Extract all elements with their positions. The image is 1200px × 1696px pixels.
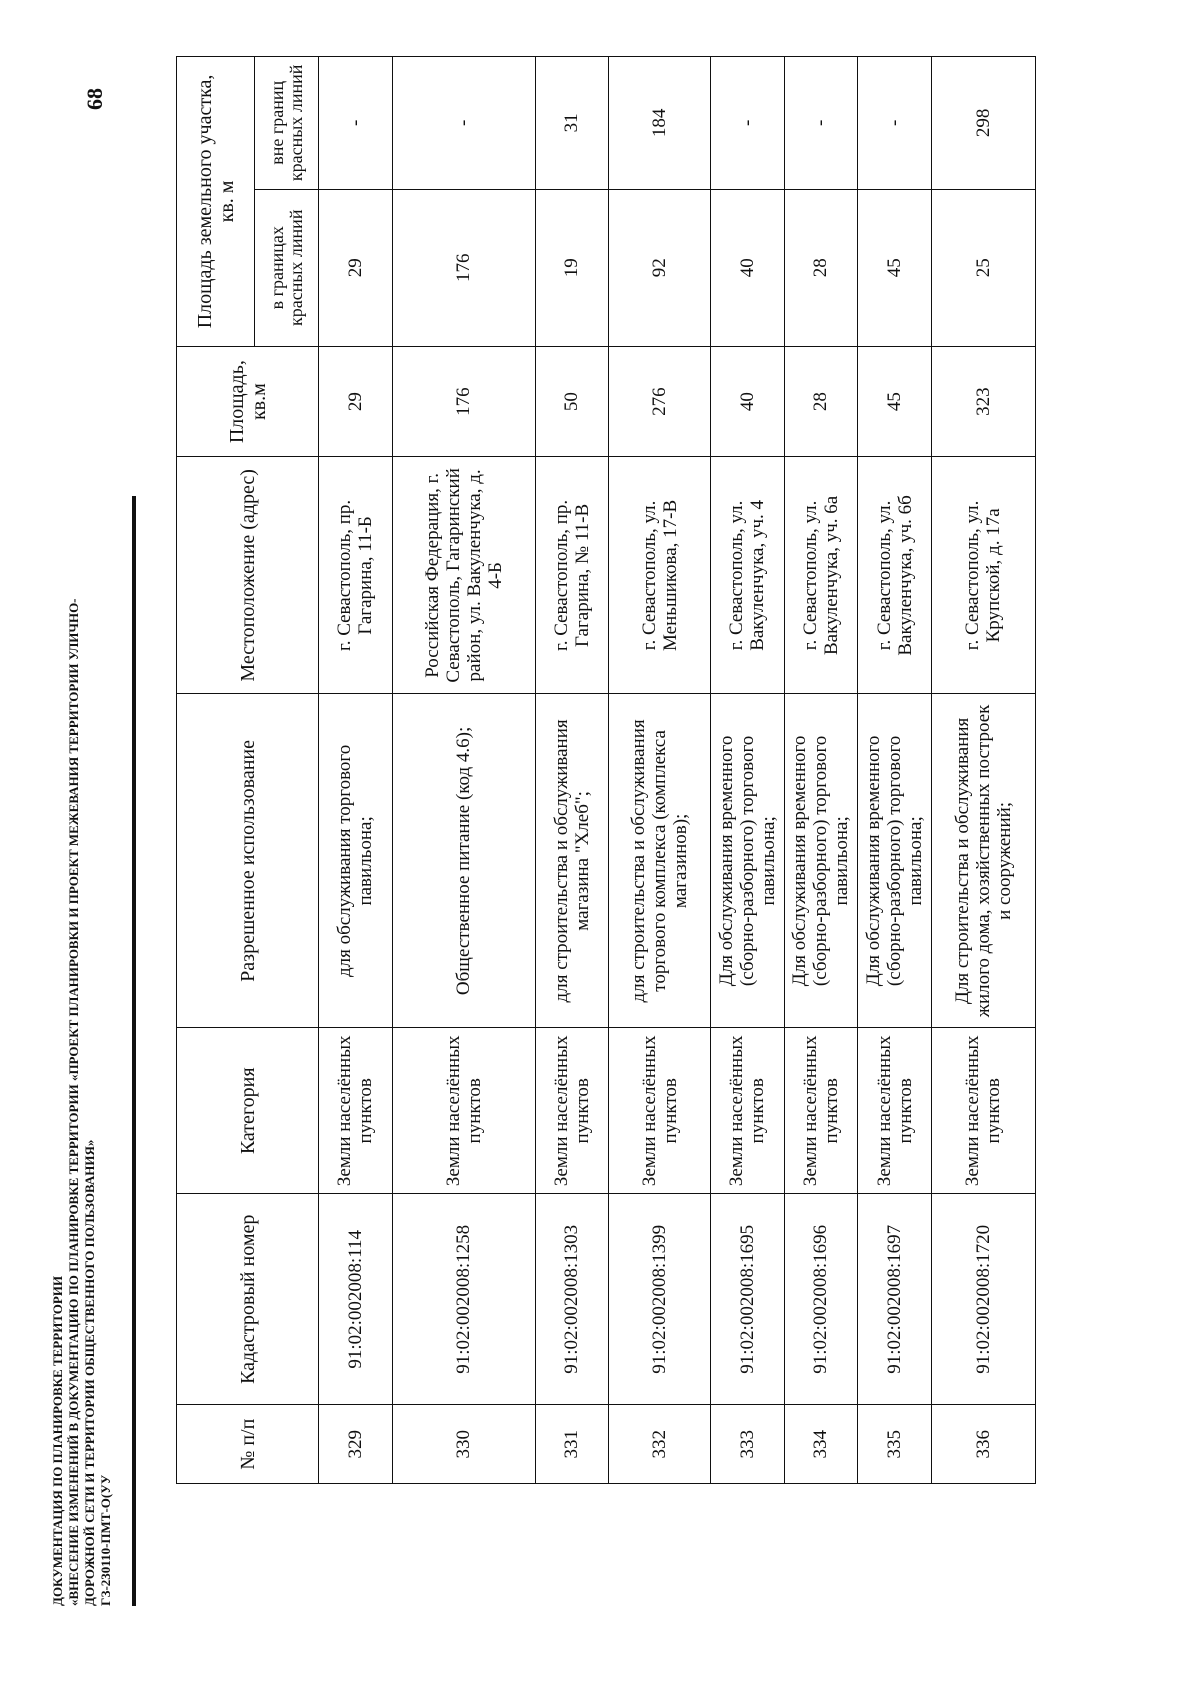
cell-category: Земли населённых пунктов	[535, 1028, 609, 1194]
table-row	[392, 57, 535, 1484]
cell-num: 329	[319, 1405, 393, 1484]
table-row	[931, 57, 1035, 1484]
cell-inside: 28	[784, 189, 858, 346]
cell-location: г. Севастополь, пр. Гагарина, № 11-В	[535, 457, 609, 694]
header-line: ГЗ-230110-ПМТ-О(УУ	[98, 1474, 113, 1606]
page-number: 68	[82, 88, 107, 110]
header-inside: в границах красных линий	[255, 189, 319, 346]
table-body	[319, 57, 1036, 1484]
cell-use: для строительства и обслуживания торгового комплекса (комплекса магазинов);	[609, 694, 711, 1028]
cell-category: Земли населённых пунктов	[858, 1028, 932, 1194]
cell-num: 334	[784, 1405, 858, 1484]
cell-inside: 29	[319, 189, 393, 346]
cell-location: г. Севастополь, ул. Вакуленчука, уч. 4	[711, 457, 785, 694]
cell-area: 45	[858, 346, 932, 457]
cell-inside: 25	[931, 189, 1035, 346]
cell-use: Для строительства и обслуживания жилого дома, хозяйственных построек и сооружений;	[931, 694, 1035, 1028]
header-line: «ВНЕСЕНИЕ ИЗМЕНЕНИЙ В ДОКУМЕНТАЦИЮ ПО ПЛАНИРОВКЕ ТЕРРИТОРИИ «ПРОЕКТ ПЛАНИРОВКИ И ПРОЕКТ МЕЖЕВАНИЯ ТЕРРИТОРИИ УЛИЧНО-	[66, 598, 81, 1606]
cell-outside: 31	[535, 57, 609, 190]
header-outside: вне границ красных линий	[255, 57, 319, 190]
header-location: Местоположение (адрес)	[177, 457, 319, 694]
table-row	[319, 57, 393, 1484]
cell-category: Земли населённых пунктов	[931, 1028, 1035, 1194]
table-row	[858, 57, 932, 1484]
cell-area: 176	[392, 346, 535, 457]
cell-inside: 19	[535, 189, 609, 346]
cell-use: Для обслуживания временного (сборно-разборного) торгового павильона;	[858, 694, 932, 1028]
cell-location: г. Севастополь, ул. Меньшикова, 17-В	[609, 457, 711, 694]
cell-outside: -	[711, 57, 785, 190]
cell-outside: -	[319, 57, 393, 190]
cell-area: 50	[535, 346, 609, 457]
cell-outside: -	[392, 57, 535, 190]
cell-category: Земли населённых пунктов	[609, 1028, 711, 1194]
table-row	[784, 57, 858, 1484]
cell-inside: 92	[609, 189, 711, 346]
cell-category: Земли населённых пунктов	[392, 1028, 535, 1194]
cell-use: Для обслуживания временного (сборно-разборного) торгового павильона;	[711, 694, 785, 1028]
header-plot-area: Площадь земельного участка, кв. м	[177, 57, 255, 347]
header-cadastral: Кадастровый номер	[177, 1194, 319, 1405]
cell-num: 330	[392, 1405, 535, 1484]
cell-outside: 298	[931, 57, 1035, 190]
cell-num: 333	[711, 1405, 785, 1484]
cell-cadastral: 91:02:002008:1258	[392, 1194, 535, 1405]
cell-num: 332	[609, 1405, 711, 1484]
table-row	[609, 57, 711, 1484]
cell-area: 29	[319, 346, 393, 457]
cell-location: г. Севастополь, ул. Крупской, д. 17а	[931, 457, 1035, 694]
cell-outside: -	[784, 57, 858, 190]
land-plots-table	[176, 56, 1036, 1484]
header-category: Категория	[177, 1028, 319, 1194]
cell-use: для обслуживания торгового павильона;	[319, 694, 393, 1028]
cell-area: 276	[609, 346, 711, 457]
header-divider	[132, 496, 136, 1606]
header-num: № п/п	[177, 1405, 319, 1484]
cell-cadastral: 91:02:002008:114	[319, 1194, 393, 1405]
cell-outside: 184	[609, 57, 711, 190]
cell-area: 28	[784, 346, 858, 457]
cell-category: Земли населённых пунктов	[784, 1028, 858, 1194]
cell-cadastral: 91:02:002008:1303	[535, 1194, 609, 1405]
cell-cadastral: 91:02:002008:1399	[609, 1194, 711, 1405]
cell-use: Общественное питание (код 4.6);	[392, 694, 535, 1028]
cell-area: 40	[711, 346, 785, 457]
cell-location: Российская Федерация, г. Севастополь, Гагаринский район, ул. Вакуленчука, д. 4-Б	[392, 457, 535, 694]
cell-cadastral: 91:02:002008:1697	[858, 1194, 932, 1405]
cell-category: Земли населённых пунктов	[319, 1028, 393, 1194]
cell-area: 323	[931, 346, 1035, 457]
cell-inside: 176	[392, 189, 535, 346]
cell-cadastral: 91:02:002008:1695	[711, 1194, 785, 1405]
cell-location: г. Севастополь, ул. Вакуленчука, уч. 6б	[858, 457, 932, 694]
header-line: ДОКУМЕНТАЦИЯ ПО ПЛАНИРОВКЕ ТЕРРИТОРИИ	[50, 1275, 65, 1606]
cell-num: 335	[858, 1405, 932, 1484]
header-line: ДОРОЖНОЙ СЕТИ И ТЕРРИТОРИИ ОБЩЕСТВЕННОГО ПОЛЬЗОВАНИЯ»	[82, 1139, 97, 1606]
cell-location: г. Севастополь, пр. Гагарина, 11-Б	[319, 457, 393, 694]
cell-category: Земли населённых пунктов	[711, 1028, 785, 1194]
cell-outside: -	[858, 57, 932, 190]
header-use: Разрешенное использование	[177, 694, 319, 1028]
cell-num: 331	[535, 1405, 609, 1484]
cell-use: для строительства и обслуживания магазина "Хлеб";	[535, 694, 609, 1028]
cell-location: г. Севастополь, ул. Вакуленчука, уч. 6а	[784, 457, 858, 694]
table-row	[535, 57, 609, 1484]
cell-inside: 40	[711, 189, 785, 346]
document-header	[50, 456, 114, 1606]
cell-inside: 45	[858, 189, 932, 346]
table-row	[711, 57, 785, 1484]
cell-num: 336	[931, 1405, 1035, 1484]
cell-cadastral: 91:02:002008:1696	[784, 1194, 858, 1405]
cell-cadastral: 91:02:002008:1720	[931, 1194, 1035, 1405]
header-area: Площадь, кв.м	[177, 346, 319, 457]
cell-use: Для обслуживания временного (сборно-разборного) торгового павильона;	[784, 694, 858, 1028]
